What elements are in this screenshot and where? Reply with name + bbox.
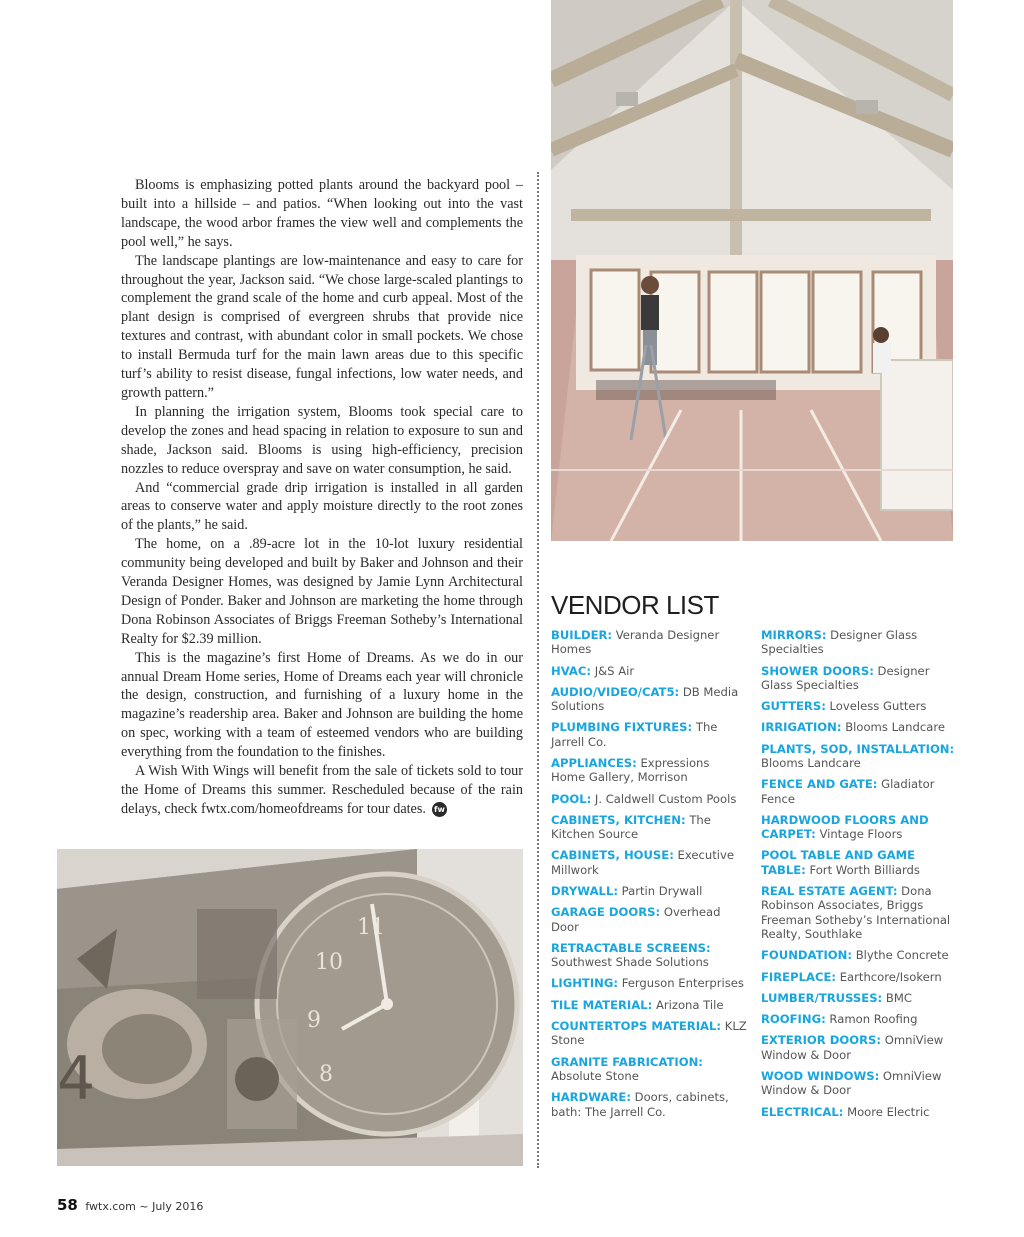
vendor-value: The Jarrell Co. xyxy=(551,720,718,749)
vendor-label: DRYWALL: xyxy=(551,884,618,899)
vendor-label: POOL TABLE AND GAME TABLE: xyxy=(761,848,916,877)
vendor-label: TILE MATERIAL: xyxy=(551,997,653,1012)
vendor-value: Designer Glass Specialties xyxy=(761,663,930,693)
vendor-item xyxy=(761,813,957,842)
vendor-label: SHOWER DOORS: xyxy=(761,663,874,678)
vendor-value: Designer Glass Specialties xyxy=(761,628,918,657)
vendor-item xyxy=(761,1033,957,1062)
vendor-label: POOL: xyxy=(551,791,592,806)
vendor-column-2 xyxy=(761,628,957,1126)
article-paragraph: Blooms is emphasizing potted plants around the backyard pool – built into a hillside – and patios. “When looking out into the vast landscape, the wood arbor frames the view well and complements the pool well,” he says. xyxy=(121,177,523,250)
vendor-value: Veranda Designer Homes xyxy=(551,628,720,657)
vendor-label: LUMBER/TRUSSES: xyxy=(761,990,883,1005)
article-paragraph: In planning the irrigation system, Blooms took special care to develop the zones and head spacing in relation to exposure to sun and shade, Jackson said. Blooms is using high-efficiency, precision nozzles to reduce overspray and save on water consumption, he said. xyxy=(121,403,523,477)
vendor-item xyxy=(551,884,747,898)
vendor-value: Arizona Tile xyxy=(655,997,724,1012)
vendor-item xyxy=(551,792,747,806)
vendor-item xyxy=(551,628,747,657)
vendor-value: J. Caldwell Custom Pools xyxy=(594,791,737,806)
vendor-value: Blooms Landcare xyxy=(761,756,861,771)
vaulted-room-illustration xyxy=(551,0,953,541)
vendor-label: APPLIANCES: xyxy=(551,756,637,771)
vendor-label: REAL ESTATE AGENT: xyxy=(761,884,898,899)
vendor-label: BUILDER: xyxy=(551,628,613,642)
vendor-list-title: VENDOR LIST xyxy=(551,590,719,620)
article-body xyxy=(121,176,523,819)
vendor-item xyxy=(761,628,957,657)
vendor-item xyxy=(761,1012,957,1026)
vendor-value: Earthcore/Isokern xyxy=(839,969,942,984)
vendor-label: COUNTERTOPS MATERIAL: xyxy=(551,1018,722,1033)
vendor-item xyxy=(761,991,957,1005)
vendor-value: Loveless Gutters xyxy=(829,699,927,714)
vendor-value: Dona Robinson Associates, Briggs Freeman Sotheby’s International Realty, Southlake xyxy=(761,884,951,942)
vendor-item xyxy=(761,699,957,713)
vendor-value: The Kitchen Source xyxy=(551,812,711,842)
vendor-label: FIREPLACE: xyxy=(761,969,837,984)
vendor-item xyxy=(761,720,957,734)
vendor-item xyxy=(551,1019,747,1048)
vendor-value: Ramon Roofing xyxy=(829,1012,918,1027)
vendor-item xyxy=(551,813,747,842)
vendor-item xyxy=(761,970,957,984)
vendor-value: J&S Air xyxy=(594,663,635,678)
article-paragraph: This is the magazine’s first Home of Dreams. As we do in our annual Dream Home series, Home of Dreams each year will chronicle the design, construction, and furnishing of a luxury home in the magazine’s readership area. Baker and Johnson are building the home on spec, working with a team of esteemed vendors who are building everything from the foundation to the finishes. xyxy=(121,649,523,761)
vendor-item xyxy=(551,685,747,714)
vendor-label: MIRRORS: xyxy=(761,628,827,642)
vendor-item xyxy=(551,848,747,877)
vendor-item xyxy=(761,1105,957,1119)
vendor-label: ELECTRICAL: xyxy=(761,1104,844,1119)
article-paragraph: The landscape plantings are low-maintenance and easy to care for throughout the year, Jackson said. “We chose large-scaled plantings to complement the grand scale of the home and curb appeal. Most of the plant design is comprised of evergreen shrubs that provide nice textures and contrast, with abundant color in small pockets. We chose to install Bermuda turf for the main lawn areas due to this specific turf’s ability to resist disease, fungal infections, low water needs, and growth pattern.” xyxy=(121,252,523,401)
vendor-value: Blythe Concrete xyxy=(855,948,949,963)
vendor-label: ROOFING: xyxy=(761,1012,826,1027)
vendor-value: Southwest Shade Solutions xyxy=(551,955,709,970)
vendor-item xyxy=(761,848,957,877)
vendor-value: KLZ Stone xyxy=(551,1018,747,1048)
vendor-item xyxy=(551,1055,747,1084)
vendor-item xyxy=(761,1069,957,1098)
page-number: 58 xyxy=(57,1196,78,1214)
vendor-value: Gladiator Fence xyxy=(761,777,935,806)
vendor-label: HARDWOOD FLOORS AND CARPET: xyxy=(761,812,929,842)
clock-numeral-9: 9 xyxy=(307,1008,321,1033)
vendor-label: EXTERIOR DOORS: xyxy=(761,1033,881,1048)
clock-mural-illustration xyxy=(57,849,523,1166)
vendor-value: Vintage Floors xyxy=(819,827,903,842)
vendor-item xyxy=(551,1090,747,1119)
clock-numeral-8: 8 xyxy=(319,1062,333,1087)
column-divider xyxy=(537,172,539,1168)
publication-info: fwtx.com ~ July 2016 xyxy=(85,1200,204,1213)
vendor-item xyxy=(761,664,957,693)
vendor-label: CABINETS, HOUSE: xyxy=(551,848,674,863)
vendor-item xyxy=(551,905,747,934)
vendor-value: Absolute Stone xyxy=(551,1068,639,1083)
vendor-item xyxy=(551,976,747,990)
vendor-label: HARDWARE: xyxy=(551,1090,631,1105)
vendor-value: Overhead Door xyxy=(551,905,721,934)
vendor-label: IRRIGATION: xyxy=(761,720,842,735)
vendor-value: BMC xyxy=(885,990,912,1005)
vendor-item xyxy=(761,948,957,962)
vendor-item xyxy=(551,664,747,678)
vendor-label: GUTTERS: xyxy=(761,699,826,714)
vendor-value: Ferguson Enterprises xyxy=(621,976,744,991)
mural-digit: 4 xyxy=(57,1044,96,1114)
vendor-label: PLANTS, SOD, INSTALLATION: xyxy=(761,741,955,756)
vendor-value: Doors, cabinets, bath: The Jarrell Co. xyxy=(551,1090,729,1119)
vendor-label: AUDIO/VIDEO/CAT5: xyxy=(551,684,680,699)
vendor-value: DB Media Solutions xyxy=(551,684,739,714)
clock-numeral-11: 11 xyxy=(357,915,385,940)
vendor-item xyxy=(551,941,747,970)
vendor-value: OmniView Window & Door xyxy=(761,1033,944,1062)
vendor-label: WOOD WINDOWS: xyxy=(761,1068,880,1083)
vendor-label: CABINETS, KITCHEN: xyxy=(551,812,686,827)
vendor-value: Blooms Landcare xyxy=(845,720,945,735)
article-paragraph-text: A Wish With Wings will benefit from the sale of tickets sold to tour the Home of Dreams this summer. Rescheduled because of the rain delays, check fwtx.com/homeofdreams for tour dates. xyxy=(121,763,523,817)
fw-end-mark-icon: fw xyxy=(432,802,447,817)
vendor-column-1 xyxy=(551,628,747,1126)
vendor-item xyxy=(761,742,957,771)
article-paragraph-last xyxy=(121,762,523,819)
vendor-value: Expressions Home Gallery, Morrison xyxy=(551,756,710,785)
vendor-value: Moore Electric xyxy=(847,1104,930,1119)
vendor-item xyxy=(761,884,957,942)
vendor-item xyxy=(551,756,747,785)
clock-numeral-10: 10 xyxy=(315,950,343,975)
vendor-label: GRANITE FABRICATION: xyxy=(551,1054,703,1069)
vendor-label: LIGHTING: xyxy=(551,976,618,991)
clock-mural-photo xyxy=(57,849,523,1166)
page-footer xyxy=(57,1196,203,1214)
vendor-label: FENCE AND GATE: xyxy=(761,777,878,792)
vendor-value: Fort Worth Billiards xyxy=(809,862,920,877)
vendor-label: GARAGE DOORS: xyxy=(551,905,661,920)
vendor-item xyxy=(551,998,747,1012)
vendor-item xyxy=(551,720,747,749)
vendor-label: HVAC: xyxy=(551,663,592,678)
vendor-item xyxy=(761,777,957,806)
vendor-label: PLUMBING FIXTURES: xyxy=(551,720,693,735)
vendor-label: RETRACTABLE SCREENS: xyxy=(551,940,711,955)
article-paragraph: The home, on a .89-acre lot in the 10-lot luxury residential community being developed and built by Baker and Johnson and their Veranda Designer Homes, was designed by Jamie Lynn Architectural Design of Ponder. Baker and Johnson are marketing the home through Dona Robinson Associates of Briggs Freeman Sotheby’s International Realty for $2.39 million. xyxy=(121,536,523,647)
vendor-value: Partin Drywall xyxy=(621,884,703,899)
vendor-value: OmniView Window & Door xyxy=(761,1068,942,1098)
article-paragraph: And “commercial grade drip irrigation is installed in all garden areas to conserve water and apply moisture directly to the root zones of the plants,” he said. xyxy=(121,479,523,534)
vendor-label: FOUNDATION: xyxy=(761,948,853,963)
vendor-value: Executive Millwork xyxy=(551,848,734,877)
interior-construction-photo xyxy=(551,0,953,541)
